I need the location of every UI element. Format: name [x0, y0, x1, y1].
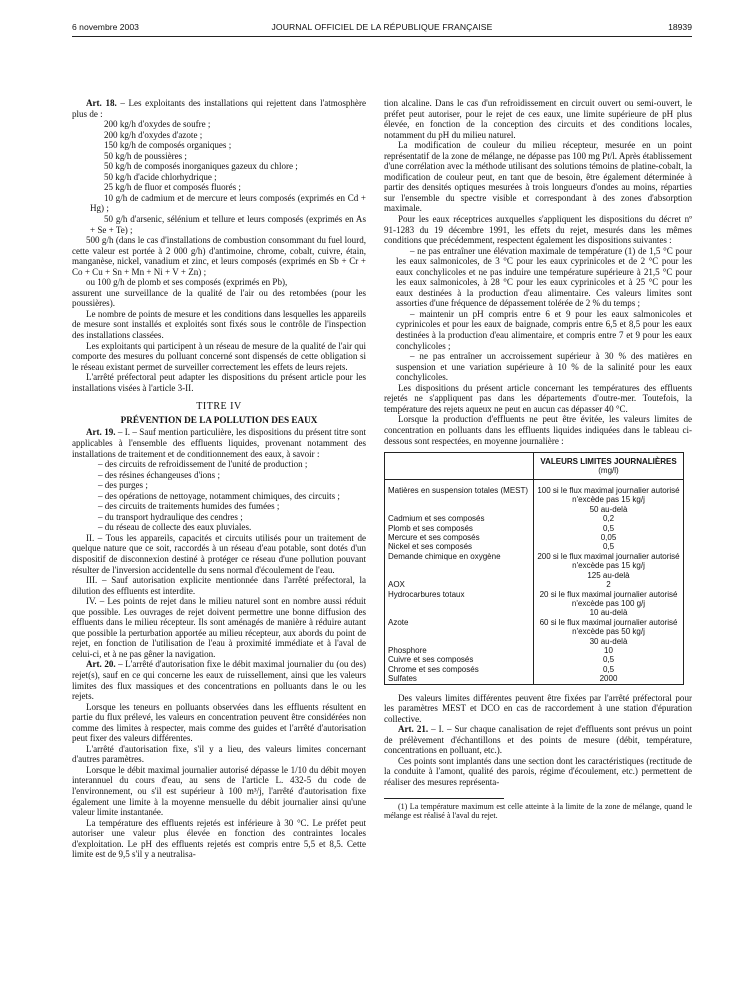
table-cell-parameter: Hydrocarbures totaux	[385, 590, 534, 618]
table-row	[385, 533, 684, 542]
art19-intro	[72, 427, 366, 459]
art19-paragraph: IV. – Les points de rejet dans le milieu naturel sont en nombre aussi réduit que possible. Les ouvrages de rejet doivent permettre une bonne diffusion des effluents dans le milieu récepteur. Ils sont aménagés de manière à réduire autant que possible la perturbation apportée au milieu récepteur, aux abords du point de rejet, en fonction de l'utilisation de l'eau à proximité immédiate et à l'aval de celui-ci, et à ne pas gêner la navigation.	[72, 596, 366, 659]
art18-item: 50 g/h d'arsenic, sélénium et tellure et leurs composés (exprimés en As + Se + Te) ;	[90, 214, 366, 235]
header-page-number: 18939	[668, 22, 692, 32]
footnote-rule	[384, 798, 504, 799]
art18-item: 10 g/h de cadmium et de mercure et leurs composés (exprimés en Cd + Hg) ;	[90, 192, 366, 214]
paragraph: tion alcaline. Dans le cas d'un refroidissement en circuit ouvert ou semi-ouvert, le préfet peut autoriser, pour le rejet de ces eaux, une limite supérieure de pH plus élevée, en fonction de la conception des circuits et des conditions locales, notamment du pH du milieu naturel.	[384, 98, 692, 140]
condition-item: – ne pas entraîner un accroissement supérieur à 30 % des matières en suspension et une variation supérieure à 10 % de la salinité pour les eaux conchylicoles.	[396, 351, 692, 383]
art21-intro-text: – I. – Sur chaque canalisation de rejet d'effluents sont prévus un point de prélèvement d'échantillons et des points de mesure (débit, température, concentrations en polluant, etc.).	[384, 724, 692, 756]
art21-paragraph	[384, 724, 692, 756]
art18-item: ou 100 g/h de plomb et ses composés (exprimés en Pb),	[86, 277, 288, 288]
table-row	[385, 618, 684, 646]
table-cell-value: 200 si le flux maximal journalier autorisé n'excède pas 15 kg/j 125 au-delà	[537, 551, 680, 580]
art19-item: – des opérations de nettoyage, notamment chimiques, des circuits ;	[98, 490, 340, 501]
art19-item: – du réseau de collecte des eaux pluviales.	[98, 522, 252, 533]
art19-intro-text: – I. – Sauf mention particulière, les dispositions du présent titre sont applicables à l'ensemble des effluents liquides, provenant notamment des installations de traitement et de conditionnement des eaux, à savoir :	[72, 427, 366, 459]
art18-intro-text: – Les exploitants des installations qui rejettent dans l'atmosphère plus de :	[72, 98, 366, 119]
art21-number: Art. 21.	[398, 724, 429, 735]
paragraph: Lorsque la production d'effluents ne peut être évitée, les valeurs limites de concentration en polluants dans les effluents liquides indiquées dans le tableau ci-dessous sont respectées, en moyenne journalière :	[384, 414, 692, 446]
condition-item: – maintenir un pH compris entre 6 et 9 pour les eaux salmonicoles et cyprinicoles et pour les eaux de baignade, compris entre 6,5 et 8,5 pour les eaux destinées à la production d'eau alimentaire, et compris entre 7 et 9 pour les eaux conchylicoles ;	[396, 308, 692, 351]
table-header-unit: (mg/l)	[598, 466, 619, 476]
paragraph: Pour les eaux réceptrices auxquelles s'appliquent les dispositions du décret nº 91-1283 du 19 décembre 1991, les effets du rejet, mesurés dans les mêmes conditions que précédemment, respectent également les dispositions suivantes :	[384, 214, 692, 246]
table-cell-value: 60 si le flux maximal journalier autorisé n'excède pas 50 kg/j 30 au-delà	[539, 617, 678, 646]
art19-item: – des circuits de traitements humides des fumées ;	[98, 501, 280, 512]
art19-item: – des résines échangeuses d'ions ;	[98, 469, 220, 480]
art18-after: assurent une surveillance de la qualité de l'air ou des retombées (pour les poussières).	[72, 287, 366, 309]
art19-item: – des purges ;	[98, 480, 148, 491]
art20-paragraph: La température des effluents rejetés est inférieure à 30 °C. Le préfet peut autoriser une valeur plus élevée en fonction des contraintes locales d'exploitation. Le pH des effluents rejetés est compris entre 5,5 et 8,5. Cette limite est de 9,5 s'il y a neutralisa-	[72, 817, 366, 860]
paragraph: Des valeurs limites différentes peuvent être fixées par l'arrêté préfectoral pour les paramètres MEST et DCO en cas de raccordement à une station d'épuration collective.	[384, 692, 692, 724]
limit-values-table	[384, 452, 684, 685]
table-cell-parameter: Demande chimique en oxygène	[385, 552, 534, 580]
page-header	[72, 22, 692, 36]
table-row	[385, 542, 684, 551]
table-cell-parameter: Chrome et ses composés	[385, 665, 534, 674]
left-column	[72, 98, 366, 860]
table-row	[385, 665, 684, 674]
table-row	[385, 646, 684, 655]
art20-number: Art. 20.	[86, 659, 116, 670]
table-cell-value: 100 si le flux maximal journalier autorisé n'excède pas 15 kg/j 50 au-delà	[537, 486, 680, 514]
table-row	[385, 580, 684, 589]
art20-paragraph: Lorsque les teneurs en polluants observées dans les effluents résultent en partie du flux prélevé, les valeurs en concentration peuvent être considérées non comme des limites à respecter, mais comme des guides et l'arrêté d'autorisation peut fixer des valeurs différentes.	[72, 701, 366, 744]
art19-paragraph: III. – Sauf autorisation explicite mentionnée dans l'arrêté préfectoral, la dilution des effluents est interdite.	[72, 575, 366, 596]
condition-item: – ne pas entraîner une élévation maximale de température (1) de 1,5 °C pour les eaux salmonicoles, de 3 °C pour les eaux cyprinicoles et de 2 °C pour les eaux conchylicoles et ne pas induire une température supérieure à 21,5 °C pour les eaux salmonicoles, à 28 °C pour les eaux cyprinicoles et à 25 °C pour les eaux destinées à la production d'eau alimentaire. Ces valeurs limites sont assorties d'une fréquence de dépassement tolérée de 2 % du temps ;	[396, 245, 692, 309]
table-cell-value: 2	[606, 580, 611, 590]
table-cell-value: 0,2	[602, 514, 615, 524]
art18-item: 25 kg/h de fluor et composés fluorés ;	[104, 182, 241, 193]
art21-paragraph: Ces points sont implantés dans une section dont les caractéristiques (rectitude de la conduite à l'amont, qualité des parois, régime d'écoulement, etc.) permettent de réaliser des mesures représenta-	[384, 755, 692, 787]
table-cell-parameter: Nickel et ses composés	[385, 542, 534, 551]
art19-item: – du transport hydraulique des cendres ;	[98, 511, 243, 522]
table-row	[385, 674, 684, 684]
table-cell-parameter: Phosphore	[385, 646, 534, 655]
table-cell-parameter: Mercure et ses composés	[385, 533, 534, 542]
table-cell-parameter: Azote	[385, 618, 534, 646]
table-cell-parameter: Cuivre et ses composés	[385, 655, 534, 664]
table-cell-value: 0,5	[602, 664, 615, 674]
art18-number: Art. 18.	[86, 98, 117, 108]
table-cell-parameter: Sulfates	[385, 674, 534, 684]
art18-item: 50 kg/h d'acide chlorhydrique ;	[104, 171, 217, 182]
header-date: 6 novembre 2003	[72, 22, 139, 32]
art20-paragraph	[72, 659, 366, 701]
table-row	[385, 552, 684, 580]
art20-paragraph: Lorsque le débit maximal journalier autorisé dépasse le 1/10 du débit moyen interannuel du cours d'eau, au sens de l'article L. 432-5 du code de l'environnement, ou s'il est supérieur à 100 m³/j, l'arrêté d'autorisation fixe également une limite à la moyenne mensuelle du débit journalier ainsi qu'une valeur limite instantanée.	[72, 764, 366, 818]
paragraph: Les dispositions du présent article concernant les températures des effluents rejetés ne s'appliquent pas dans les départements d'outre-mer. Toutefois, la température des rejets aqueux ne peut en aucun cas dépasser 40 °C.	[384, 382, 692, 414]
art18-item: 500 g/h (dans le cas d'installations de combustion consommant du fuel lourd, cette valeur est portée à 2 000 g/h) d'antimoine, chrome, cobalt, cuivre, étain, manganèse, nickel, vanadium et zinc, et leurs composés (exprimés en Sb + Cr + Co + Cu + Sn + Mn + Ni + V + Zn) ;	[72, 235, 366, 277]
table-body	[385, 480, 684, 685]
art18-item: 150 kg/h de composés organiques ;	[104, 140, 232, 151]
table-cell-value: 2000	[599, 674, 618, 684]
footnote: (1) La température maximum est celle atteinte à la limite de la zone de mélange, quand le mélange est réalisé à l'aval du rejet.	[384, 801, 692, 820]
table-cell-value: 20 si le flux maximal journalier autorisé n'excède pas 100 g/j 10 au-delà	[539, 589, 678, 618]
art18-paragraph: L'arrêté préfectoral peut adapter les dispositions du présent article pour les installations visées à l'article 3-II.	[72, 372, 366, 393]
art18-item: 50 kg/h de composés inorganiques gazeux du chlore ;	[104, 161, 298, 172]
table-header-empty	[385, 453, 534, 480]
table-cell-parameter: AOX	[385, 580, 534, 589]
table-row	[385, 514, 684, 523]
section-heading: PRÉVENTION DE LA POLLUTION DES EAUX	[120, 414, 318, 425]
paragraph: La modification de couleur du milieu récepteur, mesurée en un point représentatif de la zone de mélange, ne dépasse pas 100 mg Pt/l. Après établissement d'une corrélation avec la méthode utilisant des solutions témoins de platine-cobalt, la modification de couleur peut, en tant que de besoin, être également déterminée à partir des densités optiques mesurées à trois longueurs d'ondes au moins, réparties sur l'ensemble du spectre visible et correspondant à des zones d'absorption maximale.	[384, 140, 692, 214]
art19-number: Art. 19.	[86, 427, 116, 438]
table-row	[385, 590, 684, 618]
table-cell-value: 0,5	[602, 655, 615, 665]
title-heading: TITRE IV	[196, 401, 242, 413]
table-row	[385, 655, 684, 664]
table-cell-value: 0,5	[602, 523, 615, 533]
art18-item: 50 kg/h de poussières ;	[104, 150, 187, 161]
table-header-title: VALEURS LIMITES JOURNALIÈRES	[540, 456, 677, 466]
table-cell-parameter: Matières en suspension totales (MEST)	[385, 480, 534, 515]
art19-item: – des circuits de refroidissement de l'unité de production ;	[98, 459, 308, 470]
table-cell-value: 10	[604, 645, 613, 655]
art20-paragraph: L'arrêté d'autorisation fixe, s'il y a lieu, des valeurs limites concernant d'autres paramètres.	[72, 743, 366, 765]
table-header-row	[385, 453, 684, 480]
header-rule	[72, 36, 692, 37]
header-journal-title: JOURNAL OFFICIEL DE LA RÉPUBLIQUE FRANÇAISE	[271, 22, 493, 32]
table-cell-parameter: Plomb et ses composés	[385, 524, 534, 533]
art20-intro-text: – L'arrêté d'autorisation fixe le débit maximal journalier du (ou des) rejet(s), sauf en ce qui concerne les eaux de ruissellement, ainsi que les valeurs limites des flux massiques et des concentrations en polluants dans le ou les rejets.	[72, 659, 366, 702]
table-header	[534, 453, 684, 480]
art19-paragraph: II. – Tous les appareils, capacités et circuits utilisés pour un traitement de quelque nature que ce soit, raccordés à un réseau d'eau potable, sont dotés d'un dispositif de disconnexion destiné à protéger ce réseau d'une pollution pouvant résulter de l'inversion accidentelle du sens normal d'écoulement de l'eau.	[72, 532, 366, 575]
table-row	[385, 480, 684, 515]
table-cell-value: 0,5	[602, 542, 615, 552]
art18-intro	[72, 98, 366, 119]
table-cell-value: 0,05	[600, 533, 617, 543]
art18-item: 200 kg/h d'oxydes de soufre ;	[104, 119, 211, 130]
art18-paragraph: Les exploitants qui participent à un réseau de mesure de la qualité de l'air qui comporte des mesures du polluant concerné sont dispensés de cette obligation si le réseau existant permet de surveiller correctement les effets de leurs rejets.	[72, 340, 366, 372]
table-cell-parameter: Cadmium et ses composés	[385, 514, 534, 523]
right-column	[384, 98, 692, 820]
art18-item: 200 kg/h d'oxydes d'azote ;	[104, 129, 203, 140]
art18-paragraph: Le nombre de points de mesure et les conditions dans lesquelles les appareils de mesure sont installés et exploités sont fixés sous le contrôle de l'inspection des installations classées.	[72, 308, 366, 341]
table-row	[385, 524, 684, 533]
